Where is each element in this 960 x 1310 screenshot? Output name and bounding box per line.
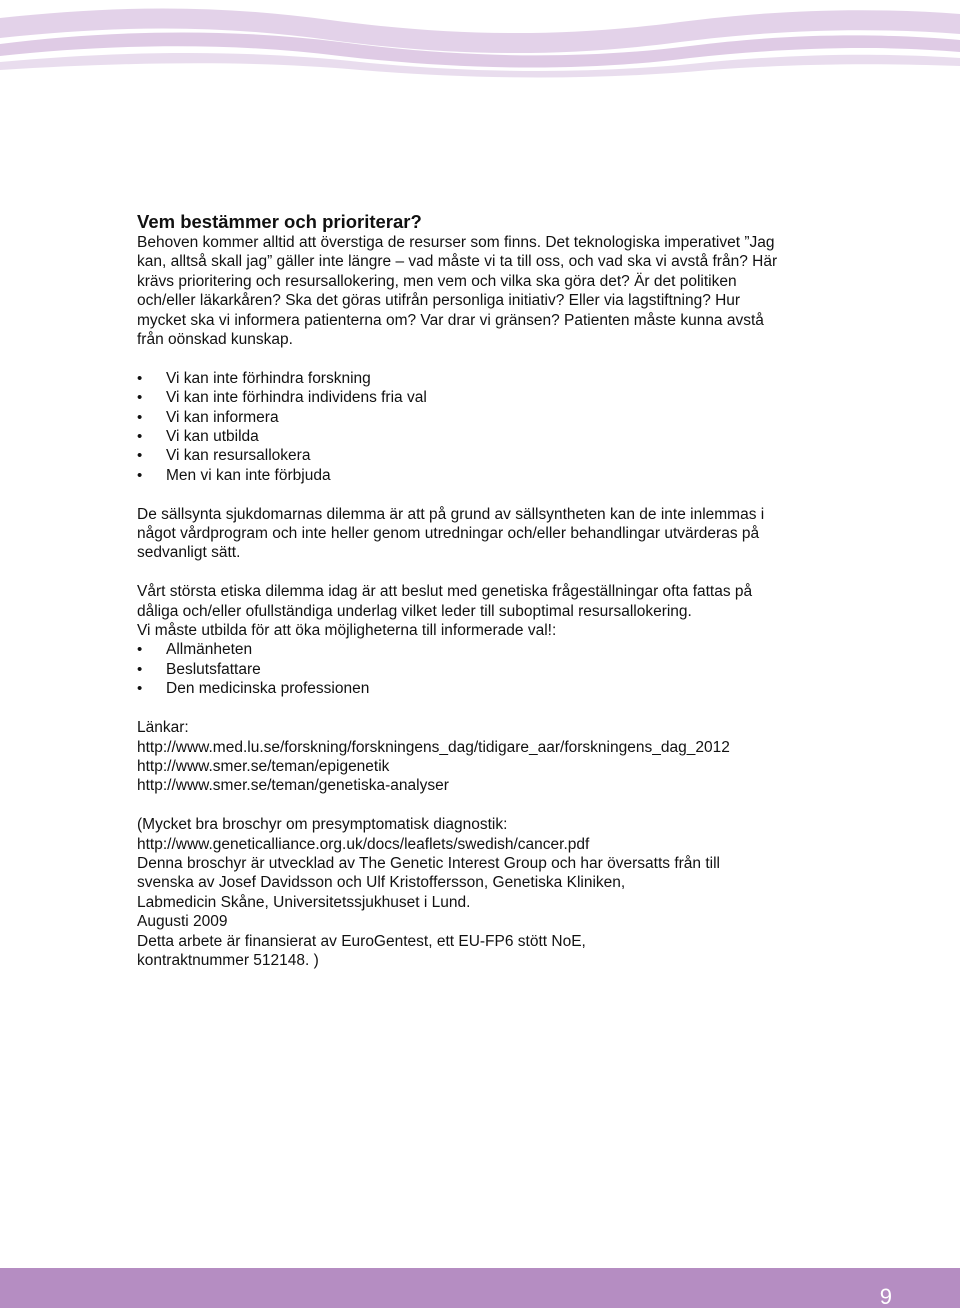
decorative-wave-header [0,0,960,90]
note-line: Denna broschyr är utvecklad av The Genetic Interest Group och har översatts från till [137,854,720,872]
list-item: • Vi kan inte förhindra forskning [137,369,787,388]
education-paragraph: Vi måste utbilda för att öka möjligheterna till informerade val!: [137,622,557,640]
list-item: • Beslutsfattare [137,660,787,679]
list-item: • Vi kan resursallokera [137,446,787,465]
link-item[interactable]: http://www.smer.se/teman/genetiska-analyser [137,777,449,795]
ethical-dilemma-paragraph: Vårt största etiska dilemma idag är att beslut med genetiska frågeställningar ofta fattas på dåliga och/eller ofullständiga underlag vilket leder till suboptimal resursallokering. [137,583,753,620]
link-item[interactable]: http://www.med.lu.se/forskning/forskningens_dag/tidigare_aar/forskningens_dag_2012 [137,738,730,756]
note-line: Detta arbete är finansierat av EuroGentest, ett EU-FP6 stött NoE, [137,932,586,950]
section-heading: Vem bestämmer och prioriterar? [137,211,422,232]
list-item: • Vi kan inte förhindra individens fria val [137,388,787,407]
link-item[interactable]: http://www.smer.se/teman/epigenetik [137,757,390,775]
bullet-list-capabilities [137,369,787,485]
list-item: • Allmänheten [137,640,787,659]
intro-paragraph: Behoven kommer alltid att överstiga de resurser som finns. Det teknologiska imperativet ”Jag kan, alltså skall jag” gäller inte längre – vad måste vi ta till oss, och vad ska vi avstå från? Här krävs prioritering och resursallokering, men vem och vilka ska göra det? Är det politiken och/eller läkarkåren? Ska det göras utifrån personliga initiativ? Eller via lagstiftning? Hur mycket ska vi informera patienterna om? Var drar vi gränsen? Patienten måste kunna avstå från oönskad kunskap. [137,234,778,349]
list-item: • Den medicinska professionen [137,679,787,698]
note-line: svenska av Josef Davidsson och Ulf Kristoffersson, Genetiska Kliniken, [137,874,626,892]
note-line: Augusti 2009 [137,913,228,931]
footer-bar [0,1268,960,1308]
list-item: • Vi kan utbilda [137,427,787,446]
note-line: kontraktnummer 512148. ) [137,951,319,969]
links-label: Länkar: [137,719,189,737]
bullet-list-audiences [137,640,787,698]
rare-diseases-paragraph: De sällsynta sjukdomarnas dilemma är att på grund av sällsyntheten kan de inte inlemmas i något vårdprogram och inte heller genom utredningar och/eller behandlingar utvärderas på sedvanligt sätt. [137,505,765,562]
page-number: 9 [879,1284,892,1309]
note-line: (Mycket bra broschyr om presymptomatisk diagnostik: [137,816,508,834]
note-line: Labmedicin Skåne, Universitetssjukhuset i Lund. [137,893,471,911]
note-link[interactable]: http://www.geneticalliance.org.uk/docs/leaflets/swedish/cancer.pdf [137,835,590,853]
list-item: • Vi kan informera [137,408,787,427]
list-item: • Men vi kan inte förbjuda [137,466,787,485]
main-content [137,210,787,970]
